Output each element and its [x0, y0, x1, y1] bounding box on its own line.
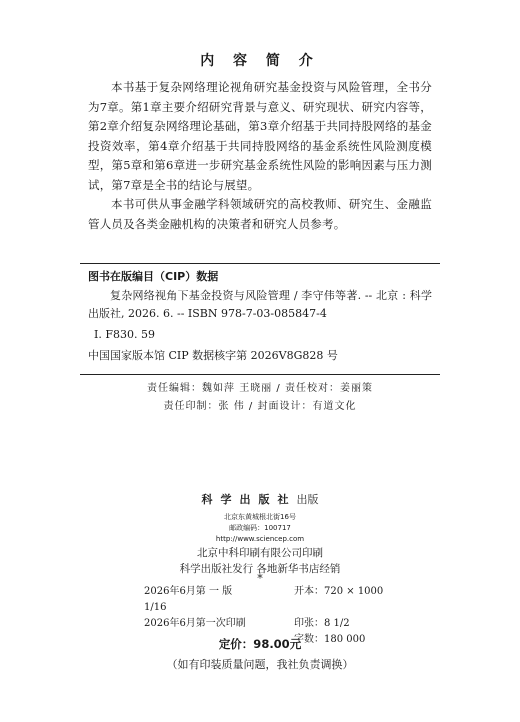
format-size: 1/16: [144, 602, 167, 613]
credits-editors: 责任编辑：魏如萍 王晓丽 / 责任校对：姜丽策: [147, 383, 373, 394]
section-title: 内 容 简 介: [200, 53, 320, 69]
price: 定价：98.00元: [218, 637, 302, 651]
edition-text: 2026年6月第 一 版: [144, 586, 233, 597]
credits-production: 责任印制：张 伟 / 封面设计：有道文化: [163, 401, 357, 412]
cip-classification: Ⅰ. F830. 59: [94, 328, 155, 341]
content-summary: [88, 78, 432, 234]
publisher-website: http://www.sciencep.com: [215, 535, 305, 543]
cip-block: [88, 287, 432, 365]
printer-line: 北京中科印刷有限公司印刷: [197, 547, 323, 559]
summary-paragraph-1: 本书基于复杂网络理论视角研究基金投资与风险管理，全书分为7章。第1章主要介绍研究背景与意义、研究现状、研究内容等，第2章介绍复杂网络理论基础，第3章介绍基于共同持股网络的基金投资效率，第4章介绍基于共同持股网络的基金系统性风险测度模型，第5章和第6章进一步研究基金系统性风险的影响因素与压力测试，第7章是全书的结论与展望。: [88, 80, 432, 192]
specs-row-2: [144, 616, 404, 632]
star-separator: *: [257, 572, 263, 585]
publisher-block: [0, 491, 520, 577]
sheets-text: 印张：8 1/2: [294, 618, 350, 629]
quality-notice: （如有印装质量问题，我社负责调换）: [166, 658, 354, 671]
publisher-postcode: 邮政编码：100717: [229, 524, 291, 532]
format-text: 开本：720 × 1000: [294, 586, 384, 597]
cip-heading: 图书在版编目（CIP）数据: [88, 270, 219, 283]
divider-top: [80, 263, 440, 264]
cip-record: 复杂网络视角下基金投资与风险管理 / 李守伟等著. -- 北京 : 科学出版社, 2026. 6. -- ISBN 978-7-03-085847-4: [88, 289, 432, 320]
summary-paragraph-2: 本书可供从事金融学科领域研究的高校教师、研究生、金融监管人员及各类金融机构的决策者和研究人员参考。: [88, 197, 432, 231]
cip-number: 中国国家版本馆 CIP 数据核字第 2026V8G828 号: [88, 349, 338, 362]
publisher-name: [0, 491, 520, 507]
credits-block: [0, 380, 520, 416]
word-count: 字数：180 000: [294, 634, 366, 645]
publisher-address: 北京东黄城根北街16号: [224, 513, 296, 521]
publisher-suffix: 出版: [296, 493, 319, 506]
publisher-logotype: 科学出版社: [201, 493, 297, 506]
distribution-line: 科学出版社发行 各地新华书店经销: [179, 563, 341, 575]
divider-bottom: [80, 374, 440, 375]
specs-row-1: [144, 584, 404, 616]
printing-text: 2026年6月第一次印刷: [144, 618, 246, 629]
